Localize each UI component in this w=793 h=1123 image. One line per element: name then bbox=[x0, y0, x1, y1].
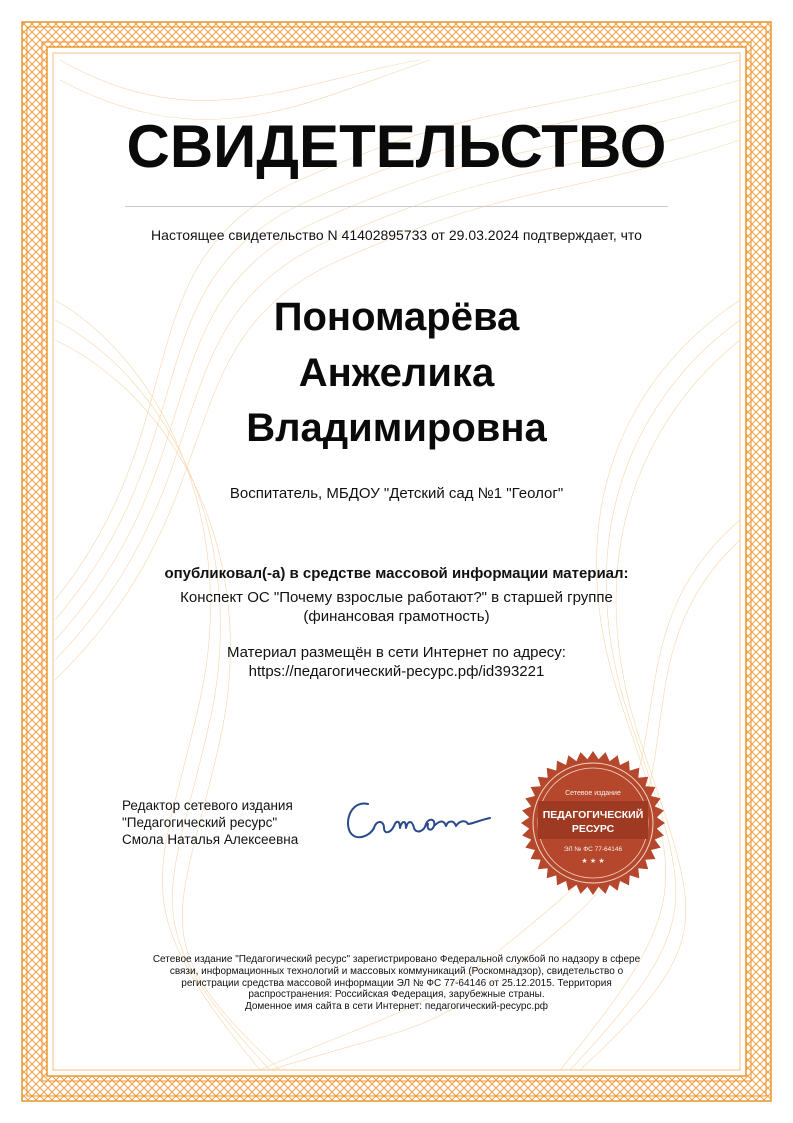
certificate-intro: Настоящее свидетельство N 41402895733 от 29.03.2024 подтверждает, что bbox=[151, 227, 642, 243]
seal-main-line-1: ПЕДАГОГИЧЕСКИЙ bbox=[542, 809, 644, 821]
seal-stars: ★ ★ ★ bbox=[581, 857, 605, 865]
material-title-line-1: Конспект ОС "Почему взрослые работают?" в старшей группе bbox=[180, 589, 613, 606]
recipient-first-name: Анжелика bbox=[298, 351, 495, 395]
material-url-label: Материал размещён в сети Интернет по адресу: bbox=[227, 644, 566, 661]
recipient-last-name: Пономарёва bbox=[273, 295, 520, 339]
footer-line: регистрации средства массовой информации ЭЛ № ФС 77-64146 от 25.12.2015. Территория bbox=[181, 977, 612, 989]
editor-signature bbox=[340, 790, 500, 850]
editor-name: Смола Наталья Алексеевна bbox=[122, 832, 299, 847]
footer-line: связи, информационных технологий и массовых коммуникаций (Роскомнадзор), свидетельство о bbox=[169, 965, 624, 977]
published-heading: опубликовал(-а) в средстве массовой информации материал: bbox=[164, 565, 629, 582]
editor-line: "Педагогический ресурс" bbox=[122, 815, 278, 830]
title-divider bbox=[125, 206, 668, 207]
material-url: https://педагогический-ресурс.рф/id393221 bbox=[248, 663, 545, 680]
material-title-line-2: (финансовая грамотность) bbox=[303, 608, 490, 625]
editor-line: Редактор сетевого издания bbox=[122, 798, 293, 813]
footer-line: Сетевое издание "Педагогический ресурс" зарегистрировано Федеральной службой по надзору в сфере bbox=[152, 954, 641, 965]
footer-line: Доменное имя сайта в сети Интернет: педагогический-ресурс.рф bbox=[244, 1001, 549, 1013]
footer-line: распространения: Российская Федерация, зарубежные страны. bbox=[248, 989, 545, 1001]
recipient-position: Воспитатель, МБДОУ "Детский сад №1 "Геолог" bbox=[229, 485, 564, 502]
seal-main-line-2: РЕСУРС bbox=[571, 823, 615, 835]
publication-seal bbox=[518, 748, 668, 898]
seal-registration: ЭЛ № ФС 77-64146 bbox=[563, 846, 623, 853]
registration-footer bbox=[120, 954, 673, 1013]
seal-top-text: Сетевое издание bbox=[565, 790, 621, 797]
certificate-title: СВИДЕТЕЛЬСТВО bbox=[126, 113, 667, 180]
editor-block bbox=[122, 797, 298, 848]
recipient-patronymic: Владимировна bbox=[246, 406, 547, 450]
